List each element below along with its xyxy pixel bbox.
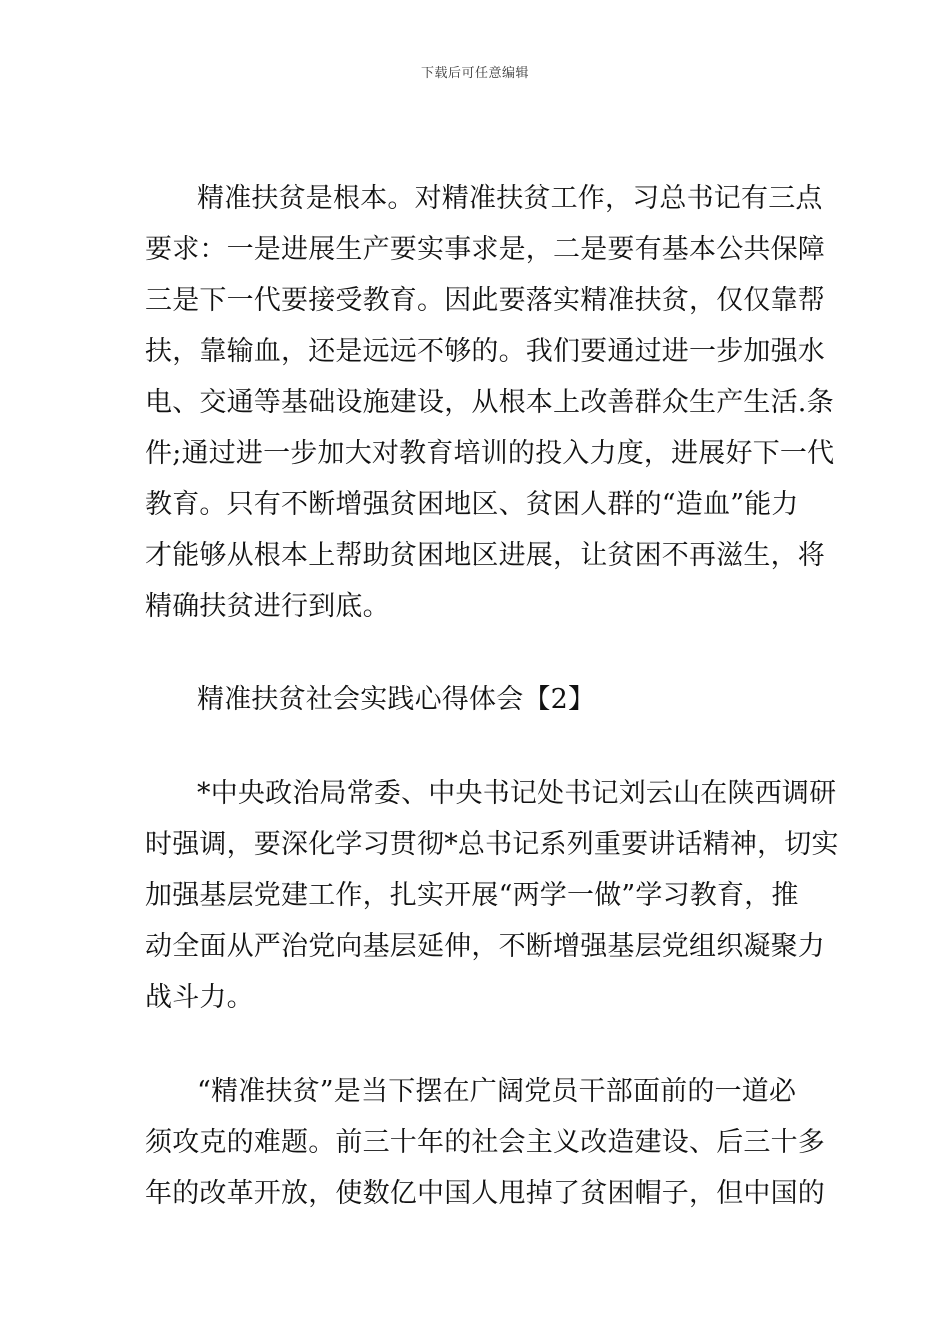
paragraph-line: 精准扶贫是根本。对精准扶贫工作，习总书记有三点 <box>197 183 823 214</box>
paragraph-line: 三是下一代要接受教育。因此要落实精准扶贫，仅仅靠帮 <box>145 285 825 316</box>
paragraph-line: 时强调，要深化学习贯彻*总书记系列重要讲话精神，切实 <box>145 829 839 860</box>
page-header: 下载后可任意编辑 <box>420 66 529 81</box>
paragraph-line: 战斗力。 <box>145 982 254 1013</box>
paragraph-line: 年的改革开放，使数亿中国人甩掉了贫困帽子，但中国的 <box>145 1178 825 1209</box>
paragraph-line: 电、交通等基础设施建设，从根本上改善群众生产生活.条 <box>145 387 834 418</box>
paragraph-line: 动全面从严治党向基层延伸，不断增强基层党组织凝聚力 <box>145 931 825 962</box>
paragraph-line: 教育。只有不断增强贫困地区、贫困人群的“造血”能力 <box>145 489 799 520</box>
paragraph-line: *中央政治局常委、中央书记处书记刘云山在陕西调研 <box>197 778 837 809</box>
paragraph-line: 加强基层党建工作，扎实开展“两学一做”学习教育，推 <box>145 880 799 911</box>
paragraph-line: 要求：一是进展生产要实事求是，二是要有基本公共保障 <box>145 234 825 265</box>
paragraph-line: 须攻克的难题。前三十年的社会主义改造建设、后三十多 <box>145 1127 825 1158</box>
paragraph-line: 扶，靠输血，还是远远不够的。我们要通过进一步加强水 <box>145 336 825 367</box>
paragraph-line: “精准扶贫”是当下摆在广阔党员干部面前的一道必 <box>197 1076 797 1107</box>
paragraph-line: 件;通过进一步加大对教育培训的投入力度，进展好下一代 <box>145 438 835 469</box>
paragraph-line: 精确扶贫进行到底。 <box>145 591 390 622</box>
paragraph-line: 才能够从根本上帮助贫困地区进展，让贫困不再滋生，将 <box>145 540 825 571</box>
section-title: 精准扶贫社会实践心得体会【2】 <box>197 684 596 715</box>
